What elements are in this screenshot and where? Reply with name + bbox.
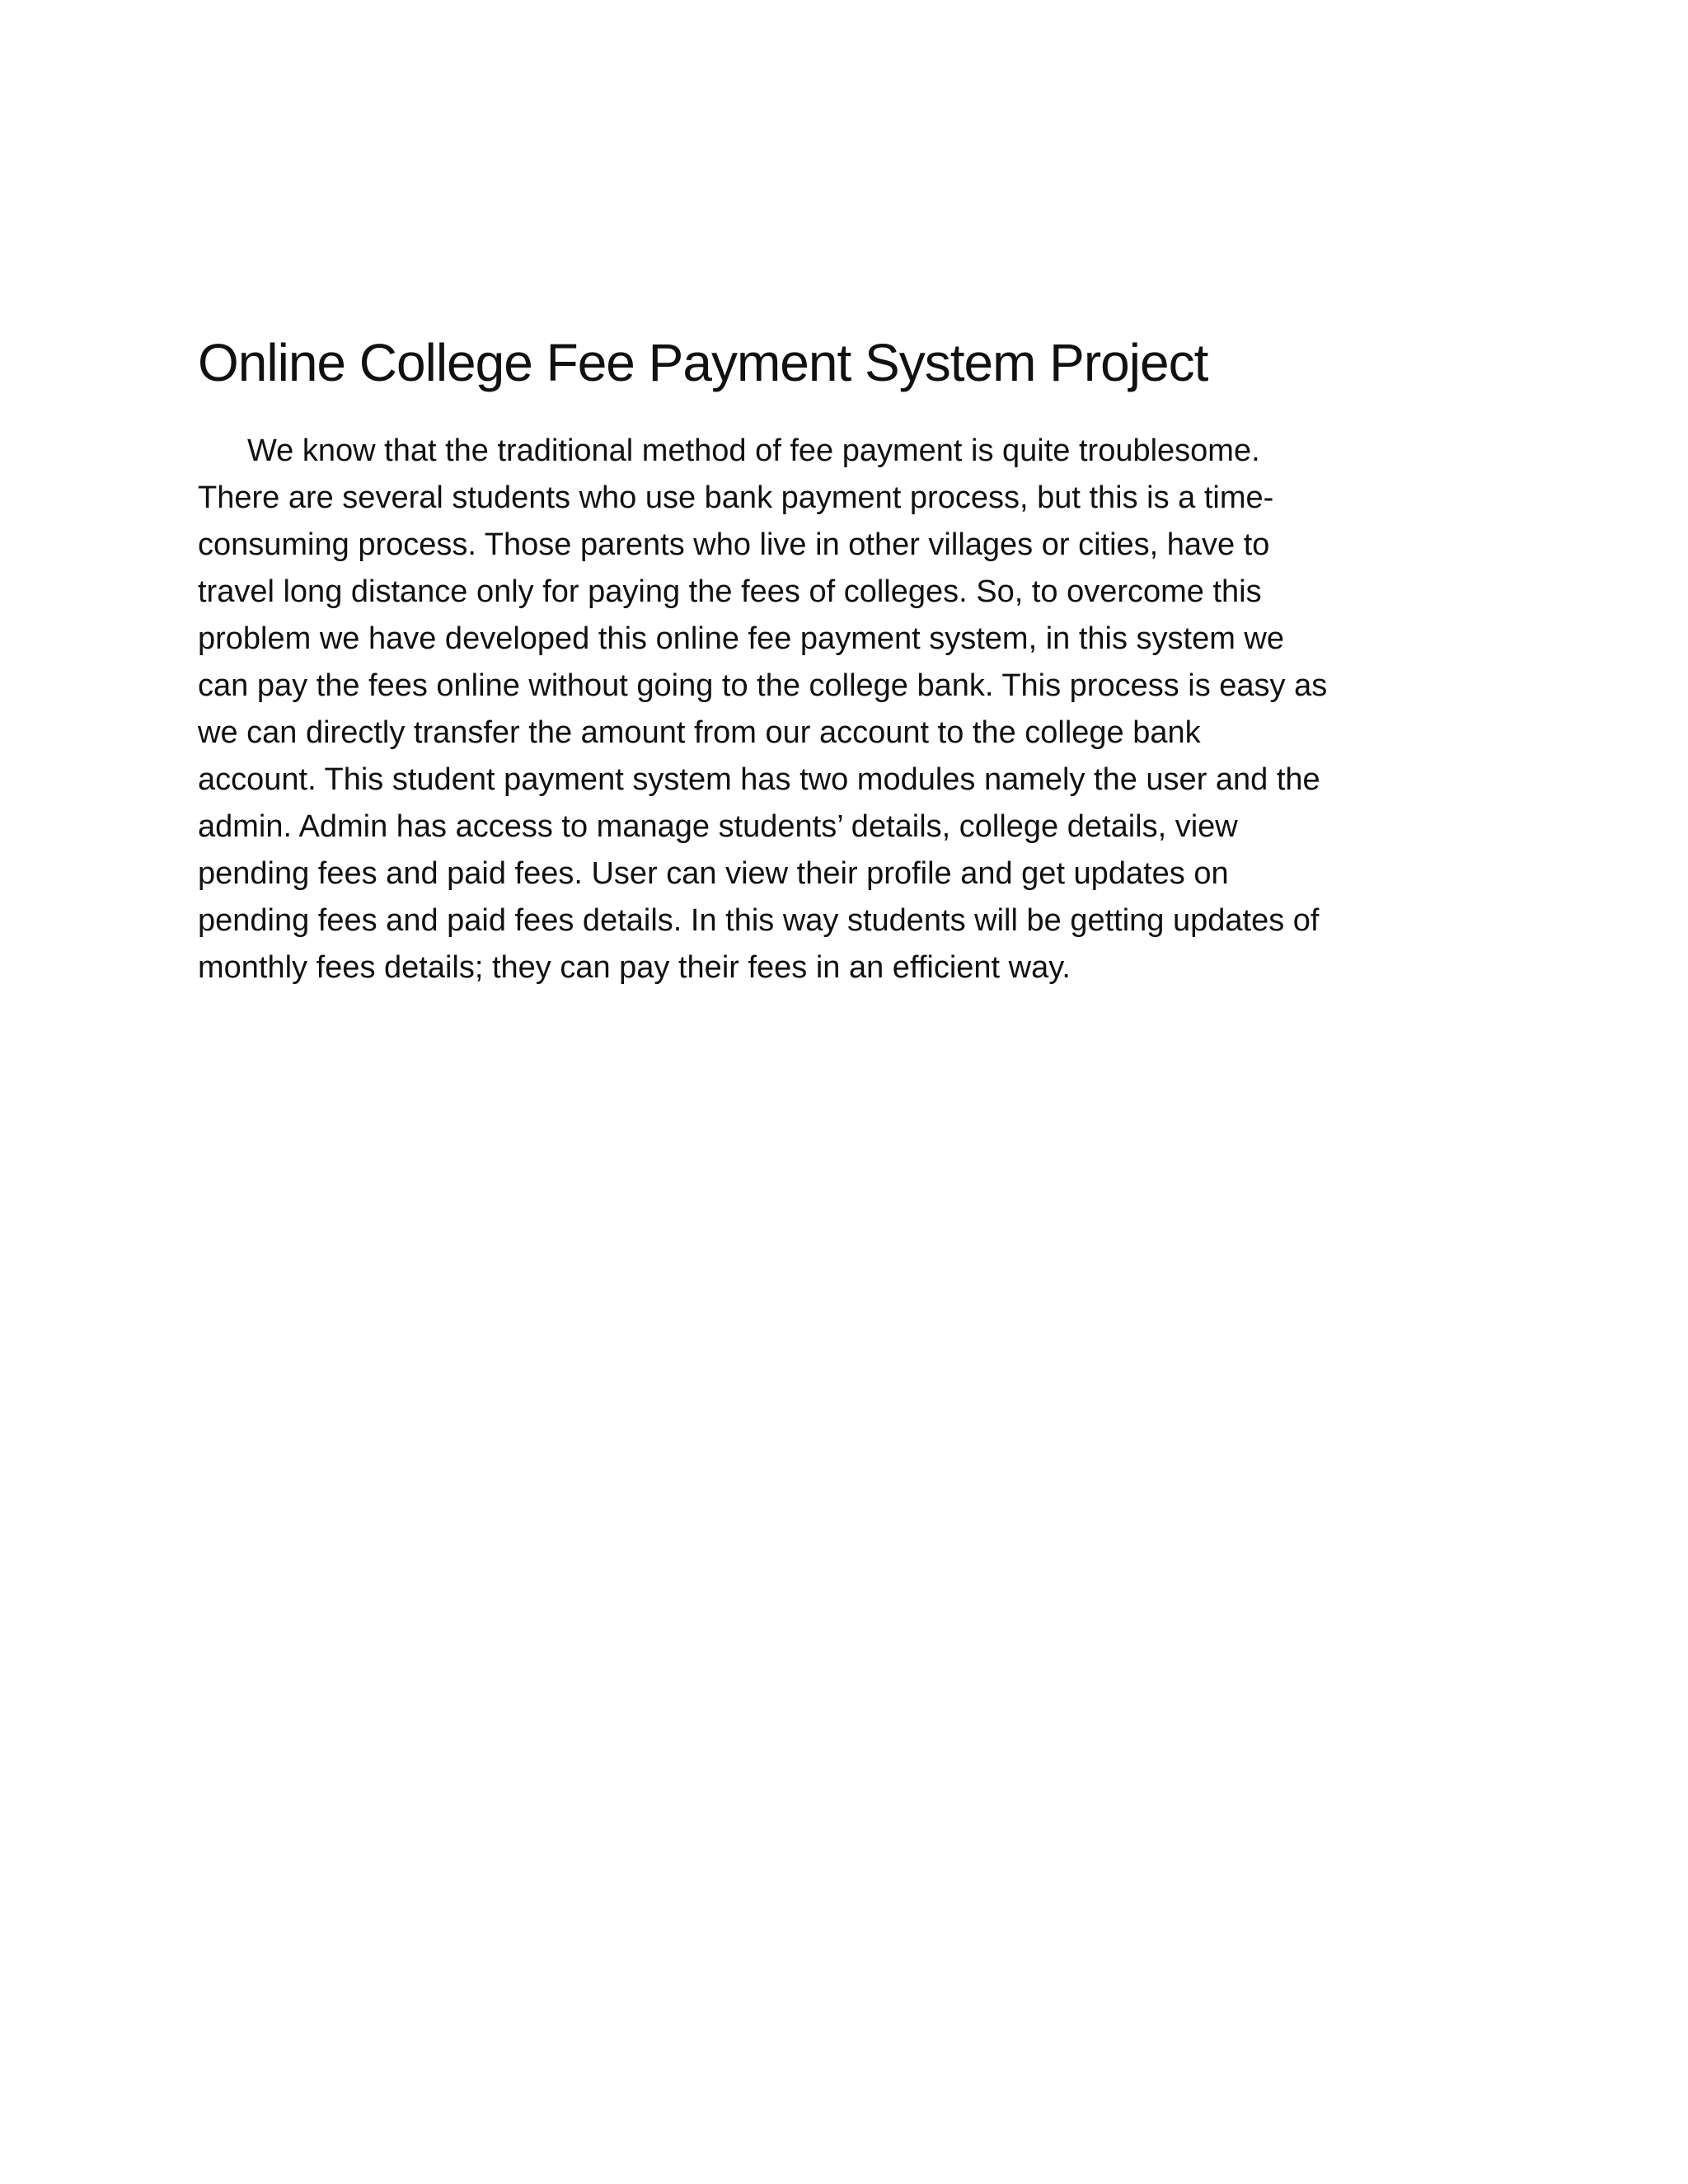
paragraph-line: consuming process. Those parents who live in other villages or cities, have to: [198, 527, 1270, 562]
document-paragraph: [198, 428, 1484, 991]
paragraph-line: pending fees and paid fees details. In this way students will be getting updates of: [198, 903, 1320, 938]
paragraph-line: problem we have developed this online fee payment system, in this system we: [198, 621, 1284, 656]
paragraph-line: we can directly transfer the amount from our account to the college bank: [198, 715, 1201, 750]
document-title: Online College Fee Payment System Project: [198, 333, 1208, 392]
paragraph-line: monthly fees details; they can pay their fees in an efficient way.: [198, 950, 1071, 985]
paragraph-line: can pay the fees online without going to the college bank. This process is easy as: [198, 668, 1328, 703]
paragraph-line: account. This student payment system has two modules namely the user and the: [198, 762, 1320, 797]
paragraph-line: We know that the traditional method of fee payment is quite troublesome.: [247, 434, 1260, 468]
paragraph-line: There are several students who use bank payment process, but this is a time-: [198, 480, 1274, 515]
paragraph-line: admin. Admin has access to manage students’ details, college details, view: [198, 809, 1238, 844]
paragraph-line: travel long distance only for paying the fees of colleges. So, to overcome this: [198, 574, 1262, 609]
paragraph-line: pending fees and paid fees. User can view their profile and get updates on: [198, 856, 1229, 891]
document-content: [198, 326, 1484, 991]
